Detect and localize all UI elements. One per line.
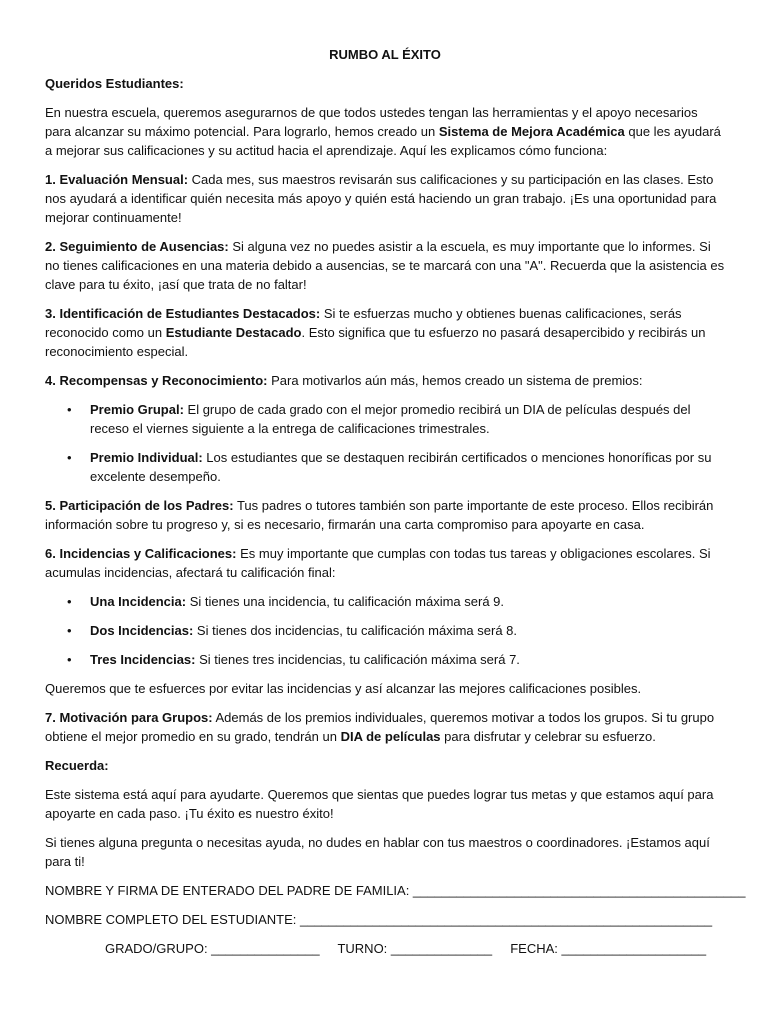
section-6-text: Es muy importante que cumplas con todas tus tareas y obligaciones escolares. Si acumulas incidencias, afectará tu calificación final:	[45, 546, 711, 580]
list-item-text: Los estudiantes que se destaquen recibirán certificados o menciones honoríficas por su excelente desempeño.	[90, 450, 712, 484]
section-6-heading: 6. Incidencias y Calificaciones:	[45, 546, 237, 561]
section-3-text-a: Si te esfuerzas mucho y obtienes buenas calificaciones, serás reconocido como un	[45, 306, 682, 340]
bullet-icon: •	[67, 402, 72, 417]
section-1	[45, 170, 725, 227]
list-item-text: Si tienes una incidencia, tu calificación máxima será 9.	[186, 594, 505, 609]
section-3	[45, 304, 725, 361]
list-item-text: Si tienes tres incidencias, tu calificación máxima será 7.	[195, 652, 520, 667]
list-item-text: Si tienes dos incidencias, tu calificación máxima será 8.	[193, 623, 518, 638]
greeting: Queridos Estudiantes:	[45, 76, 184, 91]
section-7-bold: DIA de películas	[340, 729, 441, 744]
intro-bold: Sistema de Mejora Académica	[438, 124, 625, 139]
student-name-line[interactable]: NOMBRE COMPLETO DEL ESTUDIANTE: _________________________________________________________	[45, 912, 713, 927]
list-item	[45, 650, 725, 669]
intro-paragraph	[45, 103, 725, 160]
recuerda-heading-text: Recuerda:	[45, 758, 109, 773]
parent-signature-line[interactable]: NOMBRE Y FIRMA DE ENTERADO DEL PADRE DE FAMILIA: ______________________________________________	[45, 883, 746, 898]
incidents-list	[45, 592, 725, 669]
section-7-text-c: para disfrutar y celebrar su esfuerzo.	[440, 729, 656, 744]
section-4	[45, 371, 725, 390]
document-title: RUMBO AL ÉXITO	[329, 47, 441, 62]
section-3-text-c: . Esto significa que tu esfuerzo no pasará desapercibido y recibirás un reconocimiento especial.	[45, 325, 706, 359]
section-6	[45, 544, 725, 582]
list-item	[45, 400, 725, 438]
section-7-text-a: Además de los premios individuales, queremos motivar a todos los grupos. Si tu grupo obtiene el mejor promedio en su grado, tendrán un	[45, 710, 715, 744]
section-7-heading: 7. Motivación para Grupos:	[45, 710, 213, 725]
bullet-icon: •	[67, 623, 72, 638]
list-item-heading: Premio Grupal:	[90, 402, 184, 417]
list-item	[45, 592, 725, 611]
section-2	[45, 237, 725, 294]
intro-text-a: En nuestra escuela, queremos asegurarnos de que todos ustedes tengan las herramientas y el apoyo necesarios para alcanzar su máximo potencial. Para lograrlo, hemos creado un	[45, 105, 698, 139]
grade-shift-date-line	[45, 939, 725, 958]
section-4-heading: 4. Recompensas y Reconocimiento:	[45, 373, 268, 388]
bullet-icon: •	[67, 652, 72, 667]
section-3-bold: Estudiante Destacado	[165, 325, 302, 340]
list-item-text: El grupo de cada grado con el mejor promedio recibirá un DIA de películas después del receso el viernes siguiente a la entrega de calificaciones trimestrales.	[90, 402, 691, 436]
awards-list	[45, 400, 725, 486]
section-4-text: Para motivarlos aún más, hemos creado un sistema de premios:	[267, 373, 643, 388]
document-page	[45, 45, 746, 968]
list-item	[45, 448, 725, 486]
list-item-heading: Premio Individual:	[90, 450, 203, 465]
bullet-icon: •	[67, 450, 72, 465]
intro-text-c: que les ayudará a mejorar sus calificaciones y su actitud hacia el aprendizaje. Aquí les explicamos cómo funciona:	[45, 124, 721, 158]
section-2-heading: 2. Seguimiento de Ausencias:	[45, 239, 229, 254]
recuerda-paragraph-2: Si tienes alguna pregunta o necesitas ayuda, no dudes en hablar con tus maestros o coordinadores. ¡Estamos aquí para ti!	[45, 835, 710, 869]
section-5-heading: 5. Participación de los Padres:	[45, 498, 234, 513]
section-2-text: Si alguna vez no puedes asistir a la escuela, es muy importante que lo informes. Si no tienes calificaciones en una materia debido a ausencias, se te marcará con una "A". Recuerda que la asistencia es clave para tu éxito, ¡así que trata de no faltar!	[45, 239, 725, 292]
recuerda-paragraph-1: Este sistema está aquí para ayudarte. Queremos que sientas que puedes lograr tus metas y que estamos aquí para apoyarte en cada paso. ¡Tu éxito es nuestro éxito!	[45, 787, 714, 821]
list-item-heading: Dos Incidencias:	[90, 623, 194, 638]
section-1-text: Cada mes, sus maestros revisarán sus calificaciones y su participación en las clases. Esto nos ayudará a identificar quién necesita más apoyo y quién está haciendo un gran trabajo. ¡Es una oportunidad para mejorar continuamente!	[45, 172, 717, 225]
list-item	[45, 621, 725, 640]
turno-field[interactable]: TURNO: ______________	[337, 941, 493, 956]
section-5	[45, 496, 725, 534]
list-item-heading: Tres Incidencias:	[90, 652, 196, 667]
section-1-heading: 1. Evaluación Mensual:	[45, 172, 189, 187]
grado-field[interactable]: GRADO/GRUPO: _______________	[105, 941, 320, 956]
section-3-heading: 3. Identificación de Estudiantes Destacados:	[45, 306, 321, 321]
section-7	[45, 708, 725, 746]
section-5-text: Tus padres o tutores también son parte importante de este proceso. Ellos recibirán información sobre tu progreso y, si es necesario, firmarán una carta compromiso para apoyarte en casa.	[45, 498, 714, 532]
section-6-closing: Queremos que te esfuerces por evitar las incidencias y así alcanzar las mejores calificaciones posibles.	[45, 681, 642, 696]
list-item-heading: Una Incidencia:	[90, 594, 187, 609]
recuerda-heading	[45, 756, 725, 775]
fecha-field[interactable]: FECHA: ____________________	[510, 941, 707, 956]
bullet-icon: •	[67, 594, 72, 609]
